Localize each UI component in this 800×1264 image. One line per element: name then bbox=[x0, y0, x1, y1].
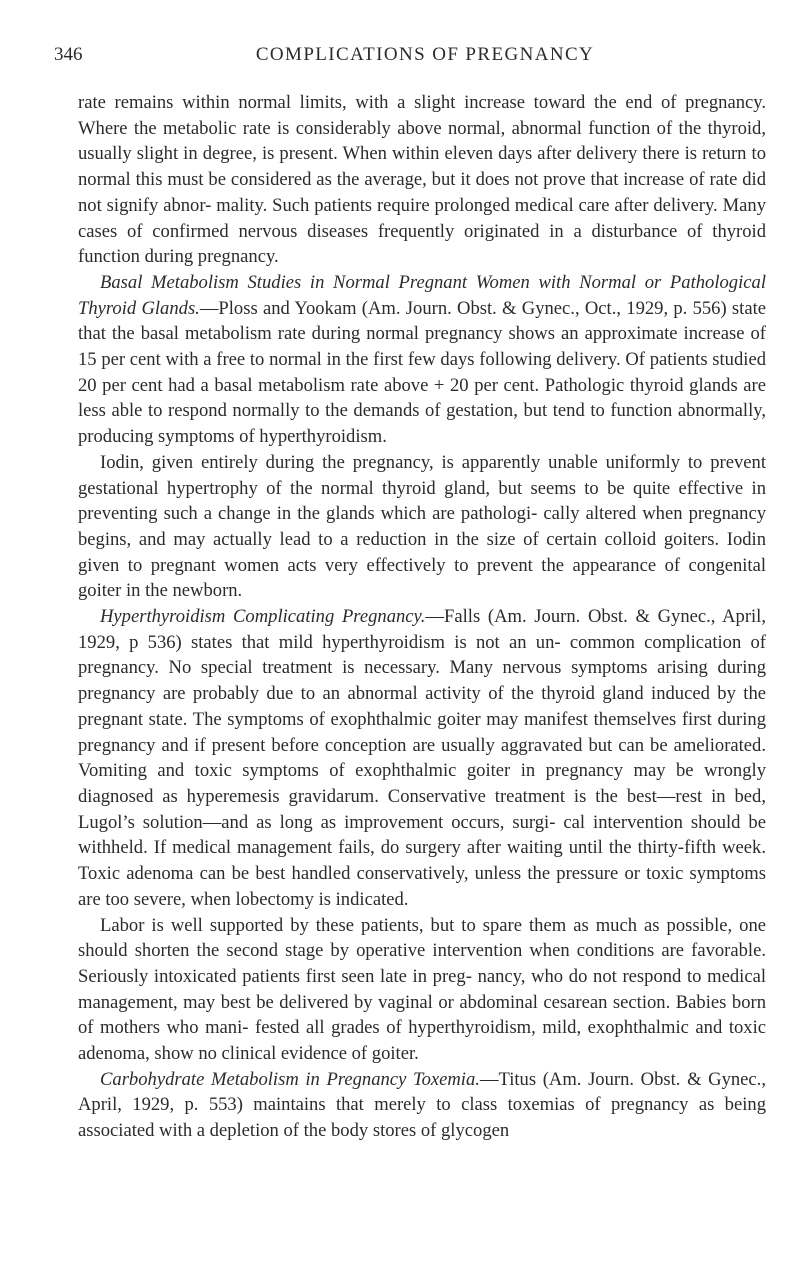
section-heading: Basal Metabolism Studies in Normal Pregnant Women with Normal or Pathological Thyroid Glands. bbox=[78, 271, 766, 319]
section-heading: Hyperthyroidism Complicating Pregnancy. bbox=[100, 606, 426, 628]
paragraph bbox=[78, 90, 766, 270]
paragraph bbox=[78, 604, 766, 912]
paragraph bbox=[78, 270, 766, 450]
paragraph-text: Iodin, given entirely during the pregnancy, is apparently unable uniformly to prevent gestational hypertrophy of the normal thyroid gland, but seems to be quite effective in preventing such a change in the glands which are pathologi- cally altered when pregnancy begins, and may actually lead to a reduction in the size of certain colloid goiters. Iodin given to pregnant women acts very effectively to prevent the appearance of congenital goiter in the newborn. bbox=[78, 451, 766, 602]
paragraph bbox=[78, 1067, 766, 1144]
paragraph-text: Labor is well supported by these patients, but to spare them as much as possible, one should shorten the second stage by operative intervention when conditions are favorable. Seriously intoxicated patients first seen late in preg- nancy, who do not respond to medical management, may best be delivered by vaginal or abdominal cesarean section. Babies born of mothers who mani- fested all grades of hyperthyroidism, mild, exophthalmic and toxic adenoma, show no clinical evidence of goiter. bbox=[78, 914, 766, 1065]
section-heading: Carbohydrate Metabolism in Pregnancy Toxemia. bbox=[100, 1068, 480, 1090]
page-header bbox=[54, 44, 766, 74]
paragraph-text: —Titus (Am. Journ. Obst. & Gynec., April, 1929, p. 553) maintains that merely to class toxemias of pregnancy as being associated with a depletion of the body stores of glycogen bbox=[78, 1068, 766, 1142]
page-number: 346 bbox=[54, 44, 83, 65]
paragraph bbox=[78, 913, 766, 1067]
paragraph bbox=[78, 450, 766, 604]
paragraph-text: —Falls (Am. Journ. Obst. & Gynec., April, 1929, p 536) states that mild hyperthyroidism is not an un- common complication of pregnancy. No special treatment is necessary. Many nervous symptoms arising during pregnancy are probably due to an abnormal activity of the thyroid gland induced by the pregnant state. The symptoms of exophthalmic goiter may manifest themselves first during pregnancy and if present before conception are usually aggravated but can be ameliorated. Vomiting and toxic symptoms of exophthalmic goiter in pregnancy may be wrongly diagnosed as hyperemesis gravidarum. Conservative treatment is the best—rest in bed, Lugol’s solution—and as long as improvement occurs, surgi- cal intervention should be withheld. If medical management fails, do surgery after waiting until the thirty-fifth week. Toxic adenoma can be best handled conservatively, unless the pressure or toxic symptoms are too severe, when lobectomy is indicated. bbox=[78, 606, 766, 910]
paragraph-text: —Ploss and Yookam (Am. Journ. Obst. & Gynec., Oct., 1929, p. 556) state that the basal metabolism rate during normal pregnancy shows an approximate increase of 15 per cent with a free to normal in the first few days following delivery. Of patients studied 20 per cent had a basal metabolism rate above + 20 per cent. Pathologic thyroid glands are less able to respond normally to the demands of gestation, but tend to function abnormally, producing symptoms of hyperthyroidism. bbox=[78, 297, 766, 448]
running-head: COMPLICATIONS OF PREGNANCY bbox=[255, 44, 595, 65]
paragraph-text: rate remains within normal limits, with a slight increase toward the end of pregnancy. Where the metabolic rate is considerably above normal, abnormal function of the thyroid, usually slight in degree, is present. When within eleven days after delivery there is return to normal this must be considered as the average, but it does not prove that increase of rate did not signify abnor- mality. Such patients require prolonged medical care after delivery. Many cases of confirmed nervous diseases frequently originated in a disturbance of thyroid function during pregnancy. bbox=[78, 92, 766, 268]
body-text bbox=[78, 90, 766, 1144]
